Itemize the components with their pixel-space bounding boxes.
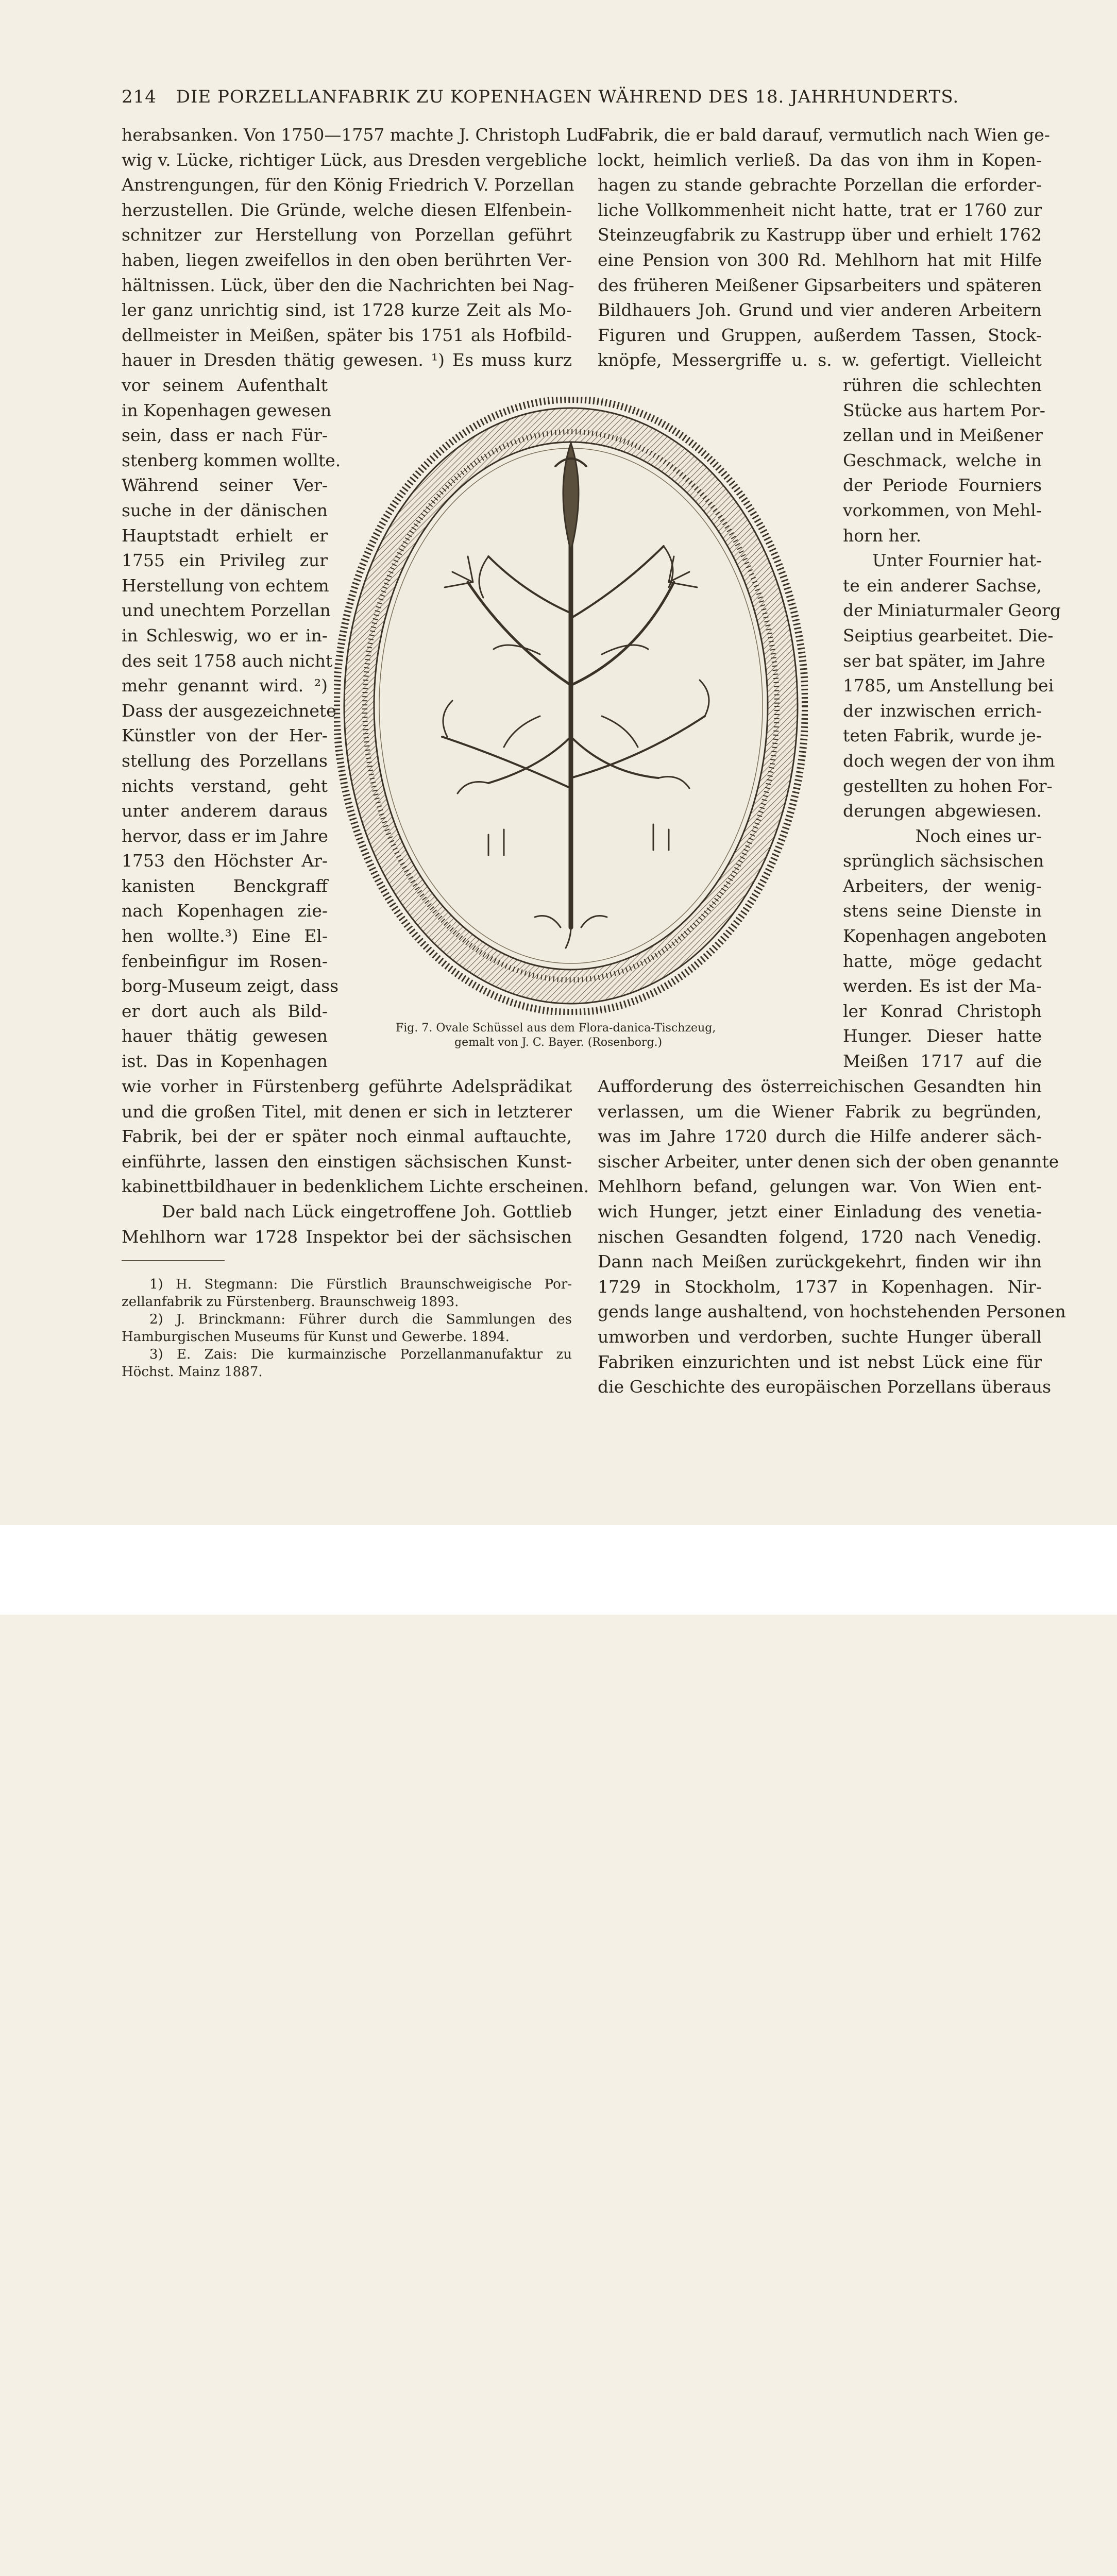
text-line: teten Fabrik, wurde je- [843, 725, 1042, 746]
text-line: Aufforderung des österreichischen Gesandten hin [598, 1076, 1042, 1096]
text-line: gestellten zu hohen For- [843, 775, 1053, 796]
text-line: Fabrik, die er bald darauf, vermutlich nach Wien ge- [598, 125, 1050, 145]
text-line: stellung des Porzellans [122, 750, 328, 771]
text-line: schnitzer zur Herstellung von Porzellan geführt [122, 225, 572, 245]
running-title: DIE PORZELLANFABRIK ZU KOPENHAGEN WÄHREND DES 18. JAHRHUNDERTS. [176, 87, 959, 107]
text-line: hauer thätig gewesen [122, 1026, 328, 1046]
text-line: sischer Arbeiter, unter denen sich der oben genannte [598, 1151, 1059, 1172]
text-line: werden. Es ist der Ma- [843, 976, 1042, 996]
text-line: und unechtem Porzellan [122, 600, 331, 621]
text-line: Steinzeugfabrik zu Kastrupp über und erhielt 1762 [598, 225, 1042, 245]
text-line: Anstrengungen, für den König Friedrich V. Porzellan [122, 175, 574, 195]
text-line: in Schleswig, wo er in- [122, 625, 328, 646]
text-line: doch wegen der von ihm [843, 750, 1055, 771]
left-column-top [122, 123, 605, 373]
text-line: stens seine Dienste in [843, 901, 1042, 921]
text-line: 3) E. Zais: Die kurmainzische Porzellanmanufaktur zu [149, 1347, 572, 1362]
text-line: te ein anderer Sachse, [843, 575, 1042, 596]
text-line: Fabrik, bei der er später noch einmal auftauchte, [122, 1126, 572, 1147]
text-line: er dort auch als Bild- [122, 1001, 328, 1021]
text-line: 1) H. Stegmann: Die Fürstlich Braunschweigische Por- [149, 1277, 572, 1292]
oval-dish-figure [334, 397, 808, 1015]
text-line: 1785, um Anstellung bei [843, 675, 1054, 696]
text-line: hagen zu stande gebrachte Porzellan die erforder- [598, 175, 1042, 195]
figure-caption [396, 1021, 716, 1050]
text-line: nach Kopenhagen zie- [122, 901, 328, 921]
text-line: ler Konrad Christoph [843, 1001, 1042, 1021]
text-line: der Periode Fourniers [843, 475, 1042, 496]
text-line: Kopenhagen angeboten [843, 926, 1047, 946]
text-line: herzustellen. Die Gründe, welche diesen Elfenbein- [122, 199, 572, 220]
text-line: knöpfe, Messergriffe u. s. w. gefertigt. Vielleicht [598, 350, 1042, 370]
text-line: nichts verstand, geht [122, 775, 328, 796]
text-line: ist. Das in Kopenhagen [122, 1051, 328, 1072]
text-line: rühren die schlechten [843, 375, 1042, 395]
text-line: mehr genannt wird. ²) [122, 675, 328, 696]
text-line: sprünglich sächsischen [843, 851, 1044, 871]
running-header [122, 87, 1049, 107]
footnotes [122, 1276, 572, 1381]
text-line: Arbeiters, der wenig- [843, 875, 1042, 896]
text-line: Hauptstadt erhielt er [122, 525, 328, 546]
caption-line-1: Fig. 7. Ovale Schüssel aus dem Flora-danica-Tischzeug, [396, 1022, 716, 1035]
text-line: 2) J. Brinckmann: Führer durch die Sammlungen des [149, 1312, 572, 1327]
text-line: hatte, möge gedacht [843, 951, 1042, 971]
digitization-footer [0, 1525, 1117, 1615]
text-line: eine Pension von 300 Rd. Mehlhorn hat mit Hilfe [598, 249, 1042, 270]
text-line: borg-Museum zeigt, dass [122, 976, 339, 996]
text-line: Künstler von der Her- [122, 725, 328, 746]
text-line: herabsanken. Von 1750—1757 machte J. Christoph Lud- [122, 125, 605, 145]
text-line: vorkommen, von Mehl- [843, 500, 1042, 520]
left-column-bottom [122, 1074, 589, 1249]
text-line: Unter Fournier hat- [872, 550, 1042, 571]
page-number: 214 [122, 87, 157, 107]
text-line: suche in der dänischen [122, 500, 328, 520]
text-line: der inzwischen errich- [843, 700, 1042, 721]
text-line: Dann nach Meißen zurückgekehrt, finden wir ihn [598, 1251, 1042, 1272]
right-column-top [598, 123, 1050, 373]
text-line: Mehlhorn befand, gelungen war. Von Wien ent- [598, 1176, 1042, 1197]
text-line: 1729 in Stockholm, 1737 in Kopenhagen. Nir- [598, 1276, 1042, 1297]
text-line: kanisten Benckgraff [122, 875, 328, 896]
text-line: Seiptius gearbeitet. Die- [843, 625, 1054, 646]
text-line: zellan und in Meißener [843, 425, 1043, 446]
text-line: in Kopenhagen gewesen [122, 400, 332, 420]
text-line: 1755 ein Privileg zur [122, 550, 328, 571]
text-line: hen wollte.³) Eine El- [122, 926, 328, 946]
text-line: derungen abgewiesen. [843, 801, 1042, 821]
text-line: wie vorher in Fürstenberg geführte Adelsprädikat [122, 1076, 572, 1096]
text-line: Stücke aus hartem Por- [843, 400, 1045, 420]
text-line: Bildhauers Joh. Grund und vier anderen Arbeitern [598, 300, 1042, 320]
text-line: hervor, dass er im Jahre [122, 825, 328, 846]
text-line: haben, liegen zweifellos in den oben berührten Ver- [122, 249, 572, 270]
text-line: wich Hunger, jetzt einer Einladung des venetia- [598, 1201, 1042, 1222]
text-line: einführte, lassen den einstigen sächsischen Kunst- [122, 1151, 572, 1172]
text-line: nischen Gesandten folgend, 1720 nach Venedig. [598, 1226, 1042, 1247]
text-line: was im Jahre 1720 durch die Hilfe anderer säch- [598, 1126, 1042, 1147]
text-line: Mehlhorn war 1728 Inspektor bei der sächsischen [122, 1226, 572, 1247]
text-line: und die großen Titel, mit denen er sich in letzterer [122, 1101, 572, 1122]
text-line: des seit 1758 auch nicht [122, 650, 333, 671]
text-line: ler ganz unrichtig sind, ist 1728 kurze Zeit als Mo- [122, 300, 572, 320]
text-line: gends lange aushaltend, von hochstehenden Personen [598, 1301, 1066, 1322]
text-line: Figuren und Gruppen, außerdem Tassen, Stock- [598, 325, 1042, 345]
text-line: die Geschichte des europäischen Porzellans überaus [598, 1377, 1052, 1397]
footnote-separator [122, 1260, 225, 1261]
text-line: kabinettbildhauer in bedenklichem Lichte erscheinen. [122, 1176, 589, 1197]
caption-line-2: gemalt von J. C. Bayer. (Rosenborg.) [454, 1036, 663, 1049]
text-line: liche Vollkommenheit nicht hatte, trat er 1760 zur [598, 199, 1042, 220]
text-line: lockt, heimlich verließ. Da das von ihm in Kopen- [598, 149, 1042, 170]
text-line: vor seinem Aufenthalt [122, 375, 328, 395]
text-line: Hamburgischen Museums für Kunst und Gewerbe. 1894. [122, 1329, 510, 1345]
text-line: Während seiner Ver- [122, 475, 328, 496]
text-line: horn her. [843, 525, 922, 546]
text-line: Höchst. Mainz 1887. [122, 1364, 263, 1380]
text-line: unter anderem daraus [122, 801, 328, 821]
text-line: zellanfabrik zu Fürstenberg. Braunschweig 1893. [122, 1294, 459, 1310]
left-column-beside-figure [122, 373, 341, 1074]
right-column-bottom [598, 1074, 1066, 1400]
text-line: verlassen, um die Wiener Fabrik zu begründen, [598, 1101, 1042, 1122]
text-line: hältnissen. Lück, über den die Nachrichten bei Nag- [122, 275, 574, 295]
right-column-beside-figure [843, 373, 1061, 1074]
text-line: Fabriken einzurichten und ist nebst Lück eine für [598, 1351, 1042, 1372]
text-line: stenberg kommen wollte. [122, 450, 341, 470]
text-line: sein, dass er nach Für- [122, 425, 328, 446]
text-line: der Miniaturmaler Georg [843, 600, 1061, 621]
text-line: Geschmack, welche in [843, 450, 1042, 470]
text-line: Meißen 1717 auf die [843, 1051, 1042, 1072]
text-line: dellmeister in Meißen, später bis 1751 als Hofbild- [122, 325, 572, 345]
text-line: Herstellung von echtem [122, 575, 329, 596]
text-line: umworben und verdorben, suchte Hunger überall [598, 1326, 1042, 1347]
text-line: Dass der ausgezeichnete [122, 700, 336, 721]
text-line: Der bald nach Lück eingetroffene Joh. Gottlieb [162, 1201, 572, 1222]
text-line: hauer in Dresden thätig gewesen. ¹) Es muss kurz [122, 350, 572, 370]
text-line: 1753 den Höchster Ar- [122, 851, 328, 871]
text-line: des früheren Meißener Gipsarbeiters und späteren [598, 275, 1042, 295]
text-line: Hunger. Dieser hatte [843, 1026, 1042, 1046]
text-line: fenbeinfigur im Rosen- [122, 951, 328, 971]
text-line: wig v. Lücke, richtiger Lück, aus Dresden vergebliche [122, 149, 587, 170]
text-line: ser bat später, im Jahre [843, 650, 1045, 671]
text-line: Noch eines ur- [915, 825, 1042, 846]
